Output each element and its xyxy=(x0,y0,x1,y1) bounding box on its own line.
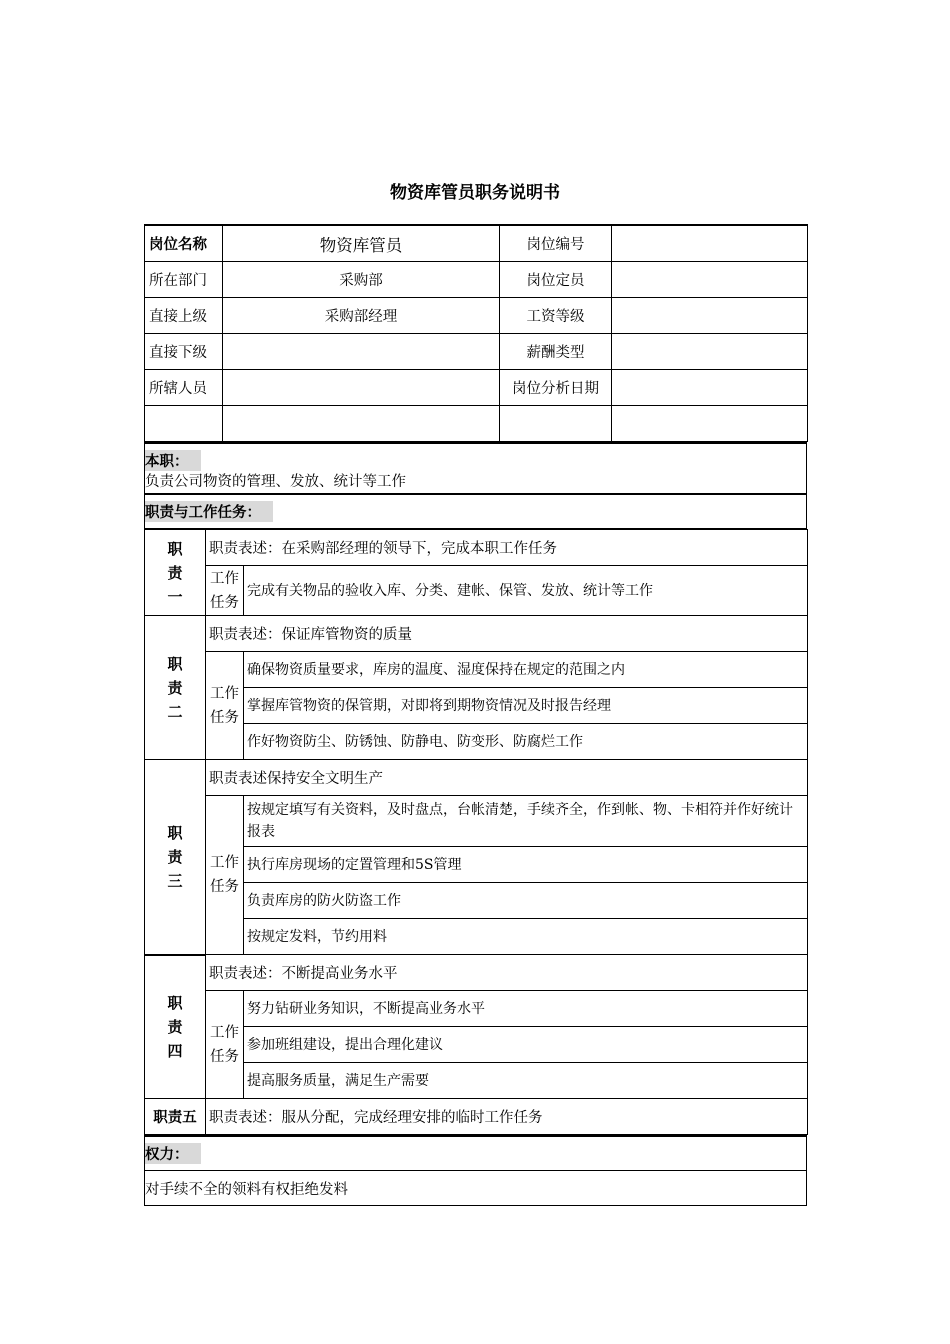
duty-task-row xyxy=(145,919,808,955)
duty-2-description: 职责表述：保证库管物资的质量 xyxy=(206,616,808,652)
info-row xyxy=(145,262,808,298)
managed-staff-value xyxy=(223,370,500,406)
salary-grade-label: 工资等级 xyxy=(500,298,612,334)
duty-4-task-label: 工作 任务 xyxy=(206,991,244,1099)
duty-5-description: 职责表述：服从分配，完成经理安排的临时工作任务 xyxy=(206,1099,808,1135)
info-table xyxy=(144,224,808,442)
duty-3-task-3: 负责库房的防火防盗工作 xyxy=(244,883,808,919)
duty-2-task-label: 工作 任务 xyxy=(206,652,244,760)
duty-task-row xyxy=(145,652,808,688)
duty-task-row xyxy=(145,566,808,616)
power-table xyxy=(144,1135,807,1206)
duty-task-row xyxy=(145,1027,808,1063)
duty-1-task-1: 完成有关物品的验收入库、分类、建帐、保管、发放、统计等工作 xyxy=(244,566,808,616)
duty-3-name: 职 责 三 xyxy=(145,760,206,955)
analysis-date-label: 岗位分析日期 xyxy=(500,370,612,406)
duty-2-task-3: 作好物资防尘、防锈蚀、防静电、防变形、防腐烂工作 xyxy=(244,724,808,760)
department-value: 采购部 xyxy=(223,262,500,298)
duty-row xyxy=(145,760,808,796)
duties-section-header xyxy=(145,494,807,529)
duty-3-task-2: 执行库房现场的定置管理和5S管理 xyxy=(244,847,808,883)
duty-4-name: 职 责 四 xyxy=(145,955,206,1099)
duty-3-task-1: 按规定填写有关资料，及时盘点，台帐清楚，手续齐全，作到帐、物、卡相符并作好统计报表 xyxy=(244,796,808,847)
duty-task-row xyxy=(145,883,808,919)
position-number-label: 岗位编号 xyxy=(500,225,612,262)
benzhi-section xyxy=(145,443,807,494)
benzhi-text: 负责公司物资的管理、发放、统计等工作 xyxy=(145,474,406,490)
info-row xyxy=(145,225,808,262)
duty-row xyxy=(145,955,808,991)
duty-1-name: 职 责 一 xyxy=(145,530,206,616)
position-name-label: 岗位名称 xyxy=(145,225,223,262)
duty-2-task-2: 掌握库管物资的保管期，对即将到期物资情况及时报告经理 xyxy=(244,688,808,724)
duty-2-name: 职 责 二 xyxy=(145,616,206,760)
power-label: 权力： xyxy=(145,1143,201,1164)
duty-task-row xyxy=(145,1063,808,1099)
duty-task-row xyxy=(145,991,808,1027)
duty-task-row xyxy=(145,724,808,760)
direct-superior-value: 采购部经理 xyxy=(223,298,500,334)
duties-table xyxy=(144,529,808,1135)
info-row xyxy=(145,298,808,334)
info-row-empty xyxy=(145,406,808,442)
job-description-form xyxy=(144,224,807,1206)
power-header xyxy=(145,1136,807,1171)
duty-3-description: 职责表述保持安全文明生产 xyxy=(206,760,808,796)
direct-subordinate-label: 直接下级 xyxy=(145,334,223,370)
info-row xyxy=(145,334,808,370)
duty-3-task-4: 按规定发料，节约用料 xyxy=(244,919,808,955)
duty-task-row xyxy=(145,847,808,883)
duties-section-label: 职责与工作任务： xyxy=(145,501,273,522)
analysis-date-value xyxy=(612,370,808,406)
direct-superior-label: 直接上级 xyxy=(145,298,223,334)
duty-1-description: 职责表述：在采购部经理的领导下，完成本职工作任务 xyxy=(206,530,808,566)
headcount-value xyxy=(612,262,808,298)
position-name-value: 物资库管员 xyxy=(223,225,500,262)
position-number-value xyxy=(612,225,808,262)
info-row xyxy=(145,370,808,406)
pay-type-label: 薪酬类型 xyxy=(500,334,612,370)
duty-4-task-3: 提高服务质量，满足生产需要 xyxy=(244,1063,808,1099)
managed-staff-label: 所辖人员 xyxy=(145,370,223,406)
duty-task-row xyxy=(145,688,808,724)
headcount-label: 岗位定员 xyxy=(500,262,612,298)
duty-row xyxy=(145,616,808,652)
power-text: 对手续不全的领料有权拒绝发料 xyxy=(145,1171,807,1206)
duty-task-row xyxy=(145,796,808,847)
salary-grade-value xyxy=(612,298,808,334)
duty-1-task-label: 工作 任务 xyxy=(206,566,244,616)
benzhi-label: 本职： xyxy=(145,450,201,471)
duty-3-task-label: 工作 任务 xyxy=(206,796,244,955)
duty-4-task-1: 努力钻研业务知识，不断提高业务水平 xyxy=(244,991,808,1027)
document-title: 物资库管员职务说明书 xyxy=(390,183,560,203)
duty-5-name: 职责五 xyxy=(145,1099,206,1135)
duty-2-task-1: 确保物资质量要求，库房的温度、湿度保持在规定的范围之内 xyxy=(244,652,808,688)
benzhi-table xyxy=(144,442,807,529)
pay-type-value xyxy=(612,334,808,370)
duty-row xyxy=(145,530,808,566)
duty-4-task-2: 参加班组建设，提出合理化建议 xyxy=(244,1027,808,1063)
duty-4-description: 职责表述：不断提高业务水平 xyxy=(206,955,808,991)
duty-row xyxy=(145,1099,808,1135)
direct-subordinate-value xyxy=(223,334,500,370)
department-label: 所在部门 xyxy=(145,262,223,298)
